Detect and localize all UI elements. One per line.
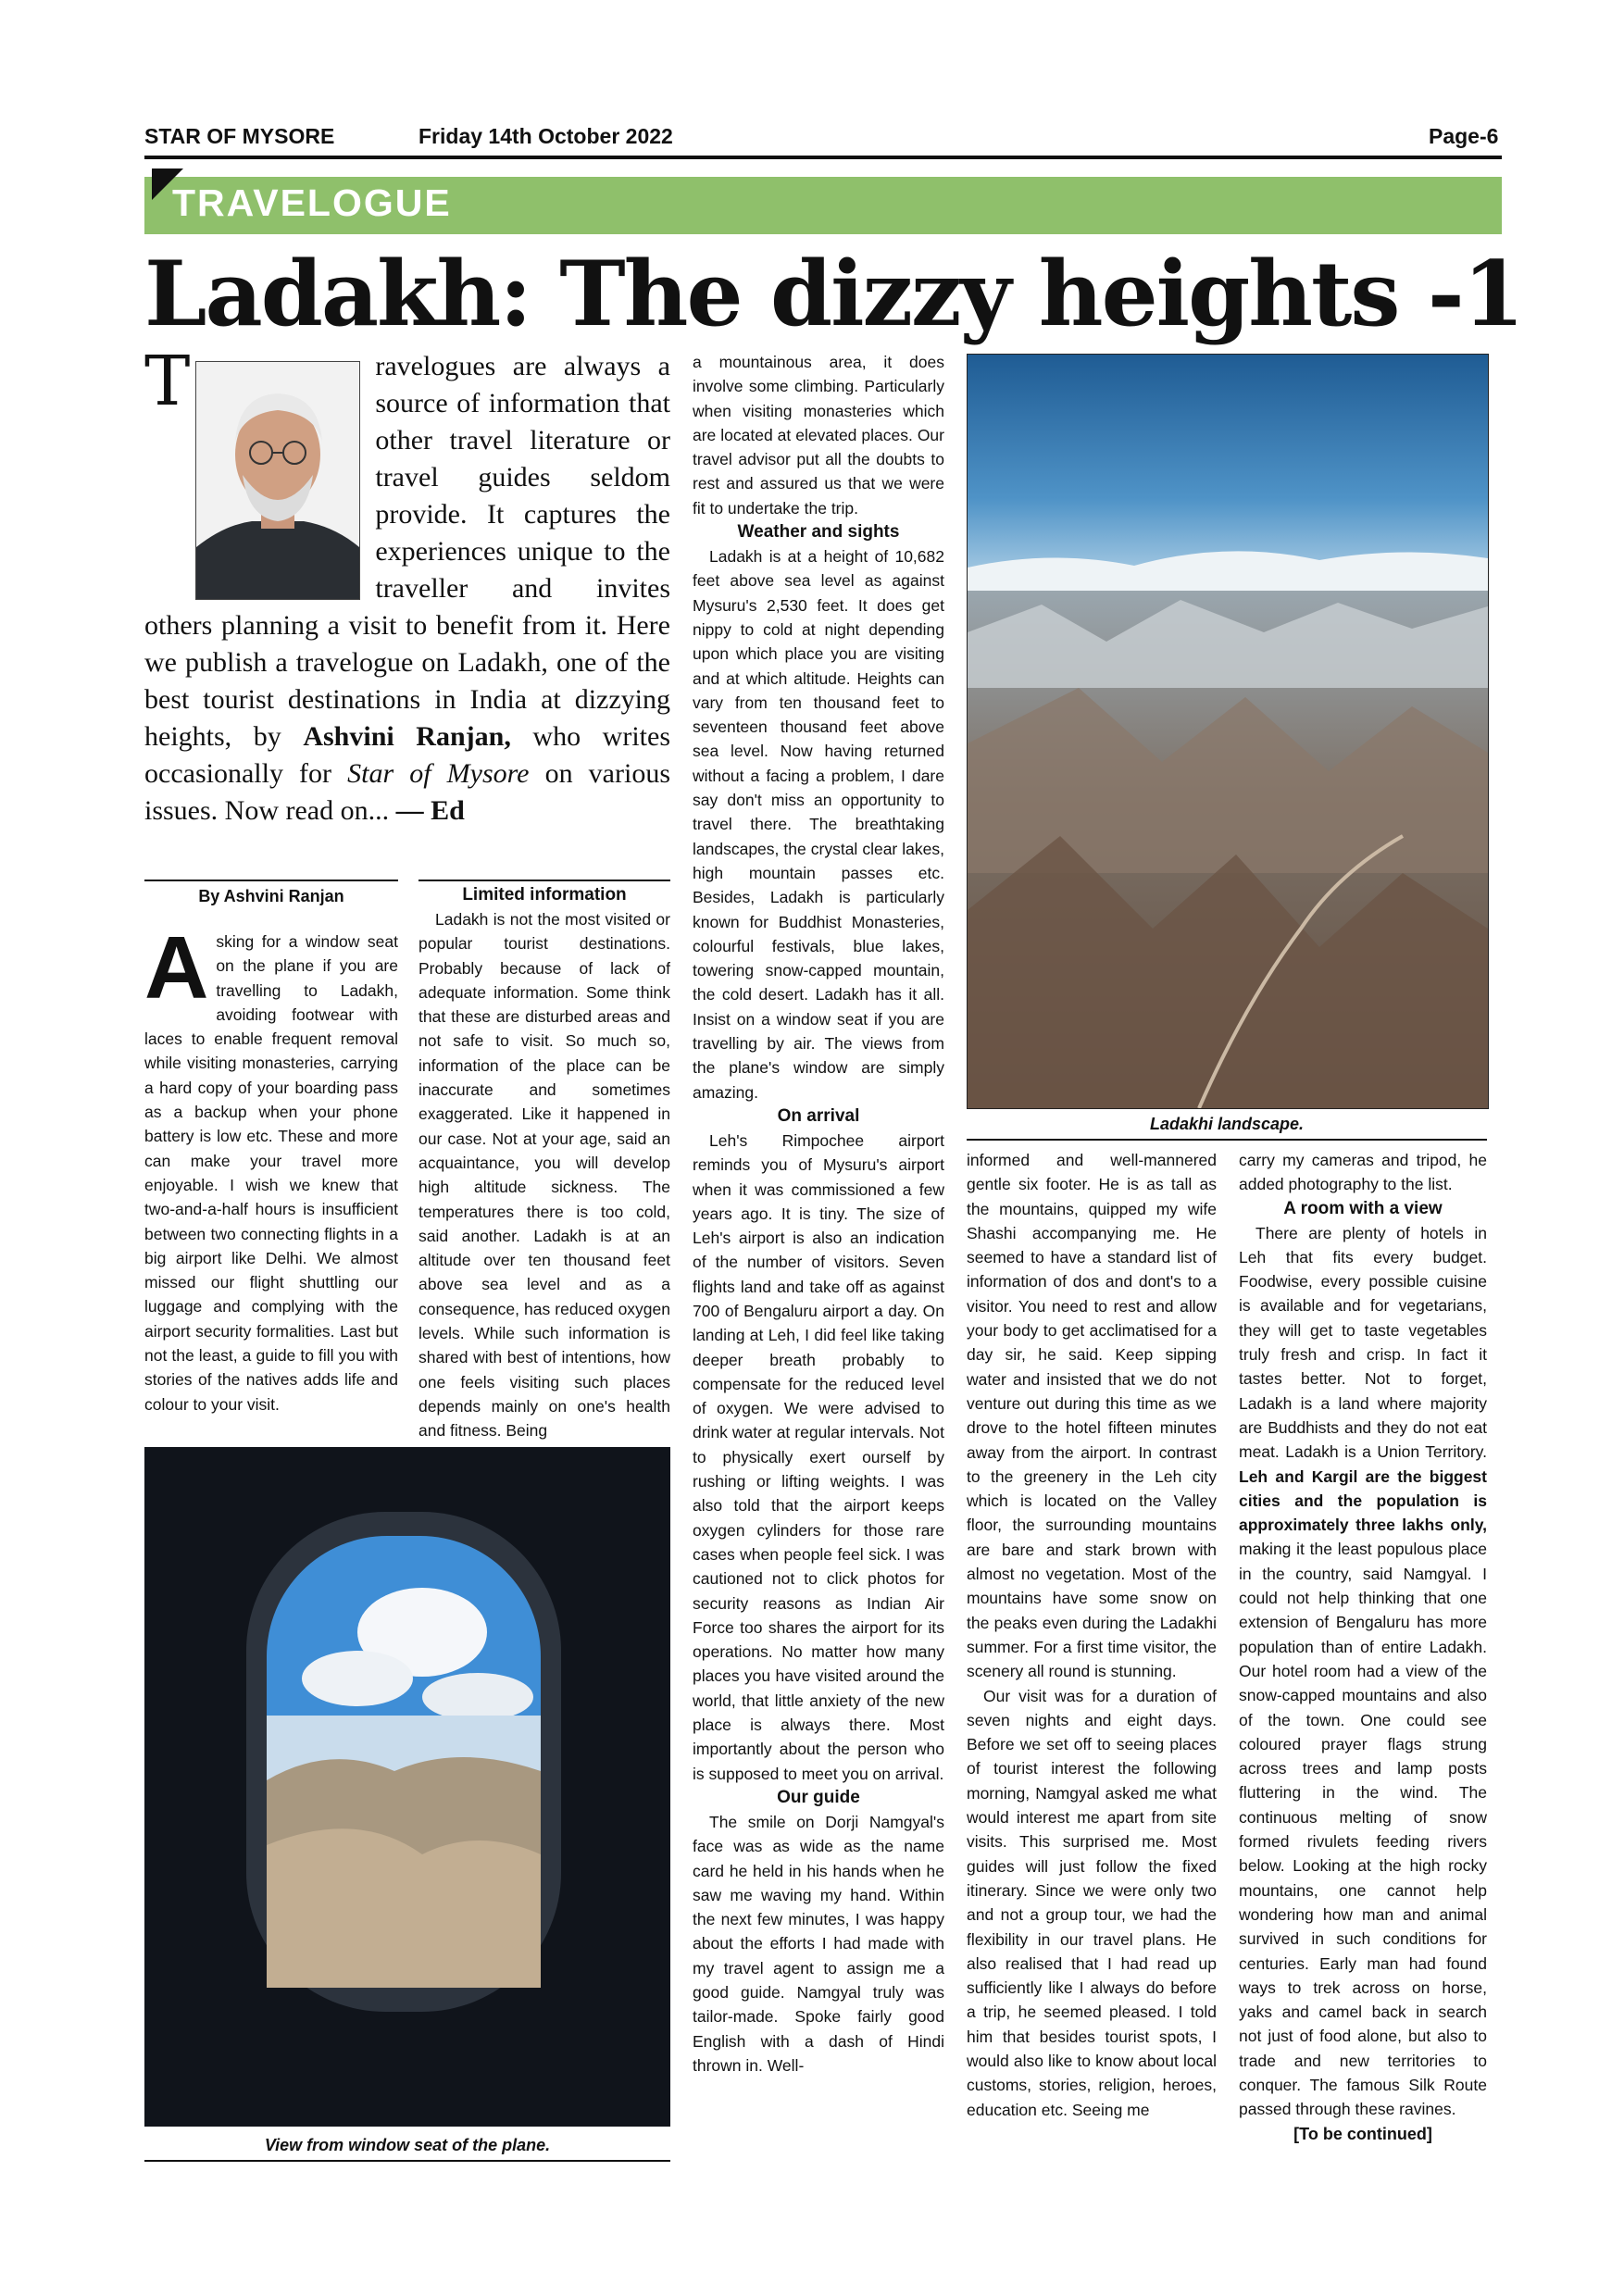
- column-3: [693, 350, 944, 2078]
- heading-weather-and-sights: Weather and sights: [737, 522, 900, 543]
- heading-on-arrival: On arrival: [777, 1105, 860, 1126]
- intro-text-a: ravelogues are always a source of information that other travel literature or travel guides seldom provide. It captures the experiences unique to the traveller and invites others planning a visit to benefit from it. Here we publish a travelogue on Ladakh, one of the best tourist destinations in India at dizzying heights, by: [144, 351, 670, 752]
- col5-p2-bold: Leh and Kargil are the biggest cities and the population is approximately three lakhs only,: [1239, 1466, 1487, 1535]
- col5-p2a: There are plenty of hotels in Leh that fits every budget. Foodwise, every possible cuisine is available and for vegetarians, they will get to taste vegetables truly fresh and crisp. In fact it tastes better. Not to forget, Ladakh is a land where majority are Buddhists and they do not eat meat. Ladakh is a Union Territory.: [1239, 1223, 1487, 1462]
- col3-p2: Ladakh is at a height of 10,682 feet above sea level as against Mysuru's 2,530 feet. It does get nippy to cold at night depending upon which place you are visiting and at which altitude. Heights can vary from ten thousand feet to seventeen thousand feet above sea level. Now having returned without a facing a problem, I dare say don't miss an opportunity to travel there. The breathtaking landscapes, the crystal clear lakes, high mountain passes etc. Besides, Ladakh is particularly known for Buddhist Monasteries, colourful festivals, blue lakes, towering snow-capped mountain, the cold desert. Ladakh has it all. Insist on a window seat if you are travelling by air. The views from the plane's window are simply amazing.: [693, 547, 944, 1102]
- to-be-continued: [To be continued]: [1293, 2124, 1432, 2143]
- plane-window-illustration: [144, 1447, 670, 2127]
- landscape-caption-rule: [967, 1139, 1487, 1141]
- col5-p1: carry my cameras and tripod, he added photography to the list.: [1239, 1151, 1487, 1194]
- ladakh-landscape-photo: [967, 354, 1489, 1109]
- col2-rule: [418, 880, 670, 881]
- col1-text: sking for a window seat on the plane if you are travelling to Ladakh, avoiding footwear with laces to enable frequent removal while visiting monasteries, carrying a hard copy of your boarding pass as a backup when your phone battery is low etc. These and more can make your travel more enjoyable. I wish we knew that two-and-a-half hours is insufficient between two connecting flights in a big airport like Delhi. We almost missed our flight shuttling our luggage and complying with the airport security formalities. Last but not the least, a guide to fill you with stories of the natives adds life and colour to your visit.: [144, 932, 398, 1414]
- column-1: [144, 918, 398, 1416]
- col2-text: Ladakh is not the most visited or popular tourist destinations. Probably because of lack of adequate information. Some think that these are disturbed areas and not safe to visit. So much so, information of the place can be inaccurate and sometimes exaggerated. Like it happened in our case. Not at your age, said an acquaintance, you will develop high altitude sickness. The temperatures there is too cold, said another. Ladakh is at an altitude over ten thousand feet above sea level and as a consequence, has reduced oxygen levels. While such information is shared with best of intentions, how one feels visiting such places depends mainly on one's health and fitness. Being: [418, 910, 670, 1441]
- window-caption: View from window seat of the plane.: [264, 2136, 551, 2154]
- column-4: [967, 1148, 1217, 2122]
- byline: By Ashvini Ranjan: [198, 887, 344, 905]
- section-label: TRAVELOGUE: [172, 181, 452, 224]
- author-portrait: [195, 361, 360, 600]
- col3-p4: The smile on Dorji Namgyal's face was as wide as the name card he held in his hands when he saw me waving my hand. Within the next few minutes, I was happy about the efforts I had made with my travel agent to assign me a good guide. Namgyal truly was tailor-made. Spoke fairly good English with a dash of Hindi thrown in. Well-: [693, 1812, 944, 2075]
- page-number: Page-6: [1429, 124, 1499, 148]
- col5-p2b: making it the least populous place in the country, said Namgyal. I could not help thinking that one extension of Bengaluru has more population than of entire Ladakh. Our hotel room had a view of the snow-capped mountains and also of the town. One could see coloured prayer flags strung across trees and lamp posts fluttering in the wind. The continuous melting of snow formed rivulets feeding rivers below. Looking at the high rocky mountains, one cannot help wondering how man and animal survived in such conditions for centuries. Early man had found ways to trek across on horse, yaks and camel back in search not just of food alone, but also to trade and new territories to conquer. The famous Silk Route passed through these ravines.: [1239, 1540, 1487, 2119]
- heading-our-guide: Our guide: [777, 1787, 860, 1807]
- newspaper-name: STAR OF MYSORE: [144, 124, 335, 148]
- heading-limited-information: Limited information: [462, 885, 627, 905]
- plane-window-photo: [144, 1447, 670, 2127]
- intro-paper-name: Star of Mysore: [347, 758, 530, 789]
- col4-p2: Our visit was for a duration of seven nights and eight days. Before we set off to seeing places of tourist interest the following morning, Namgyal asked me what would interest me apart from site visits. This surprised me. Most guides will just follow the fixed itinerary. Since we were only two and not a group tour, we had the flexibility in our travel plans. He also realised that I had read up sufficiently like I always do before a trip, he seemed pleased. I told him that besides tourist spots, I would also like to know about local customs, stories, religion, heroes, education etc. Seeing me: [967, 1686, 1217, 2119]
- intro-author: Ashvini Ranjan,: [303, 721, 511, 752]
- intro-dropcap: T: [144, 342, 191, 421]
- issue-date: Friday 14th October 2022: [418, 124, 673, 148]
- intro-text-b: who writes occasionally for: [144, 721, 670, 789]
- col4-p1: informed and well-mannered gentle six footer. He is as tall as the mountains, quipped my wife Shashi accompanying me. He seemed to have a standard list of information of dos and dont's to a visitor. You need to rest and allow your body to get acclimatised for a day sir, he said. Keep sipping water and insisted that we do not venture out during this time as we drove to the hotel fifteen minutes away from the airport. In contrast to the greenery in the Leh city which is located on the Valley floor, the surrounding mountains are bare and stark brown with almost no vegetation. Most of the mountains have some snow on the peaks even during the Ladakhi summer. For a first time visitor, the scenery all round is stunning.: [967, 1151, 1217, 1681]
- col1-dropcap: A: [144, 918, 209, 1017]
- column-5: [1239, 1148, 1487, 2146]
- intro-text-c: on various issues. Now read on...: [144, 758, 670, 826]
- col3-p3: Leh's Rimpochee airport reminds you of Mysuru's airport when it was commissioned a few years ago. It is tiny. The size of Leh's airport is also an indication of the number of visitors. Seven flights land and take off as against 700 of Bengaluru airport a day. On landing at Leh, I did feel like taking deeper breath probably to compensate for the reduced level of oxygen. We were advised to drink water at regular intervals. Not to physically exert ourself by rushing or lifting weights. I was also told that the airport keeps oxygen cylinders for those rare cases when people feel sick. I was cautioned not to click photos for security reasons as Indian Air Force too shares the airport for its operations. No matter how many places you have visited around the world, that little anxiety of the new place is always there. Most importantly about the person who is supposed to meet you on arrival.: [693, 1130, 944, 1783]
- heading-room-with-a-view: A room with a view: [1283, 1198, 1443, 1218]
- landscape-caption: Ladakhi landscape.: [1149, 1115, 1305, 1133]
- byline-rule: [144, 880, 398, 881]
- headline: Ladakh: The dizzy heights -1: [144, 242, 1523, 346]
- intro-block: [144, 342, 670, 830]
- column-2: [418, 883, 670, 1443]
- author-portrait-illustration: [196, 362, 359, 599]
- col3-p1: a mountainous area, it does involve some climbing. Particularly when visiting monasteries which are located at elevated places. Our travel advisor put all the doubts to rest and assured us that we were fit to undertake the trip.: [693, 353, 944, 518]
- window-caption-rule: [144, 2160, 670, 2162]
- masthead-rule: [144, 156, 1502, 159]
- intro-sign: — Ed: [395, 795, 465, 826]
- landscape-illustration: [968, 355, 1488, 1108]
